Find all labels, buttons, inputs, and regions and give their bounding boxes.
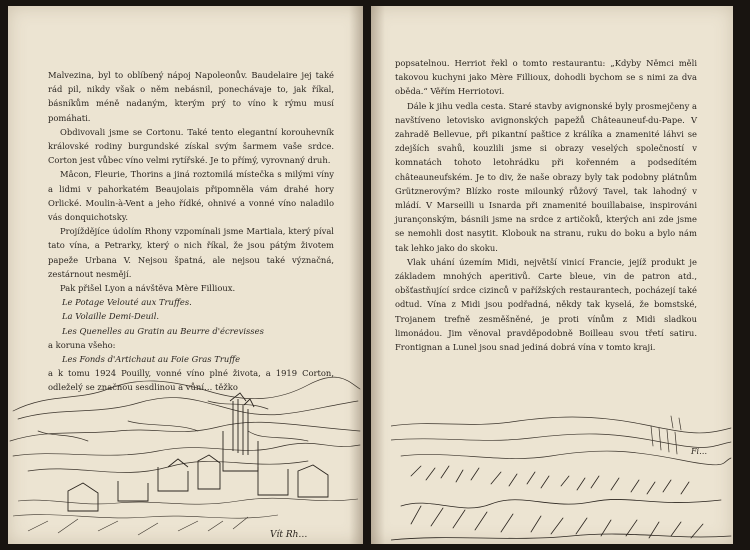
gutter-shadow bbox=[371, 6, 385, 544]
left-page bbox=[8, 6, 363, 544]
right-page bbox=[371, 6, 733, 544]
paragraph: Malvezina, byl to oblíbený nápoj Napoleonův. Baudelaire jej také rád pil, nikdy však o něm nebásnil, ponechávaje to, jak říkal, básníkům méně nadaným, kterým prý to víno k rýmu musí pomáhati. bbox=[48, 70, 334, 123]
vineyard-landscape-sketch bbox=[391, 406, 733, 544]
menu-item: Le Potage Velouté aux Truffes. bbox=[62, 297, 192, 308]
menu-item: Les Fonds d'Artichaut au Foie Gras Truffe bbox=[62, 354, 241, 365]
paragraph: Obdivovali jsme se Cortonu. Také tento elegantní korouhevník královské rodiny burgundské získal svým šarmem vaše srdce. Corton jest vůbec víno velmi rytířské. Je to přímý, vyrovnaný druh. bbox=[48, 126, 334, 166]
paragraph: Projíždějíce údolím Rhony vzpomínali jsme Martiala, který píval tato vína, a Petrarky, který o nich říkal, že jsou pátým životem papeže Urbana V. Nejsou špatná, ale nejsou také význačná, zestárnout nesmějí. bbox=[48, 226, 334, 279]
sketch-signature: Vít Rh… bbox=[270, 530, 308, 540]
menu-item: Les Quenelles au Gratin au Beurre d'écrevisses bbox=[62, 325, 264, 336]
right-page-text bbox=[395, 56, 697, 354]
valley-town-sketch bbox=[8, 371, 363, 544]
paragraph: popsatelnou. Herriot řekl o tomto restaurantu: „Kdyby Němci měli takovou kuchyni jako Mère Fillioux, dohodli bychom se s nimi za dva oběda.“ Věřím Herriotovi. bbox=[395, 58, 697, 97]
paragraph: Pak přišel Lyon a návštěva Mère Fillioux. bbox=[60, 283, 236, 294]
menu-item: La Volaille Demi-Deuil. bbox=[62, 311, 160, 322]
paragraph: Dále k jihu vedla cesta. Staré stavby avignonské byly prosmejčeny a navštíveno letovisko avignonských papežů Châteauneuf-du-Pape. V zahradě Bellevue, při pikantní paštice z králíka a znamenité láhvi se zdejších svahů, kouzlili jsme si obrazy veselých společností v komnatách tohoto letohrádku při kořenném a podsedítém châteauneufském. Je to div, že naše obrazy byly tak podobny plátnům Grütznerovým? Blízko roste milounký růžový Tavel, tak lahodný v mládí. V Marseilli u Isnarda při znamenité bouillabaise, inspirováni jurançonským, básnili jsme na srdce z artičoků, kterých ani zde jsme se nemohli dost nasytit. Klobouk na stranu, ruku do boku a bylo nám tak lehko jako do skoku. bbox=[395, 100, 697, 253]
paragraph: a k tomu 1924 Pouilly, vonné víno plné života, a 1919 Corton, odleželý se značnou sesdlinou a vůní… těžko bbox=[48, 368, 334, 393]
paragraph: Vlak uhání územím Midi, největší vinicí Francie, jejíž produkt je základem mnohých aperitivů. Carte bleue, vin de patron atd., obšťastňující srdce cizinců v pařížských restaurantech, pocházejí také odtud. Vína z Midi jsou podřadná, někdy tak kyselá, že bomstské, Trojanem trefně zesměšněné, je proti vínům z Midi sladkou limonádou. Jim věnoval pravděpodobně Boilleau svou třetí satiru. Frontignan a Lunel jsou snad jediná dobrá vína v tomto kraji. bbox=[395, 256, 697, 353]
sketch-signature: Fi… bbox=[691, 447, 708, 456]
crown-intro: a koruna všeho: bbox=[48, 339, 116, 350]
left-page-text bbox=[48, 68, 334, 395]
paragraph: Mâcon, Fleurie, Thorins a jiná roztomilá místečka s milými víny a lidmi v pahorkatém Beaujolais připomněla vám drahé hory Orlické. Moulin-à-Vent a jeho řídké, ohnivé a vonné víno naladilo vás donquichotsky. bbox=[48, 169, 334, 223]
